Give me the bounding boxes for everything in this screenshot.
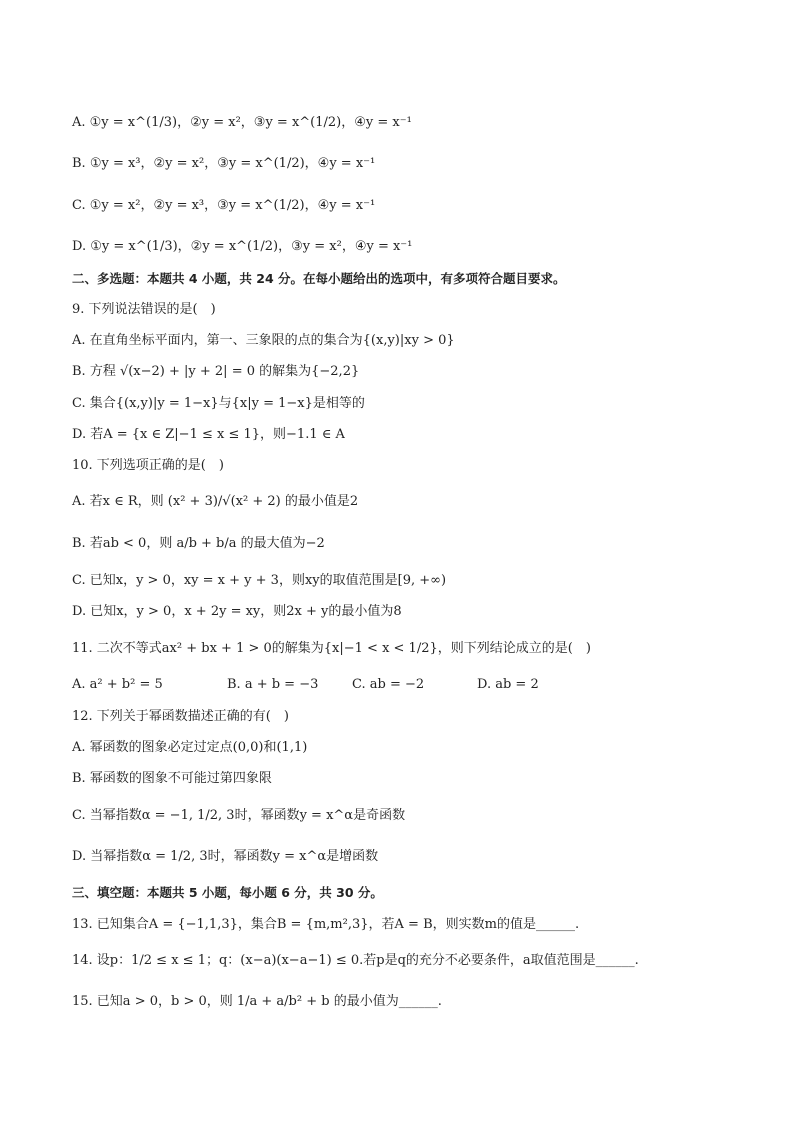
- q11-stem: 11. 二次不等式ax² + bx + 1 > 0的解集为{x|−1 < x < 1/2}，则下列结论成立的是( ): [72, 641, 591, 656]
- q10-option-a: A. 若x ∈ R，则 (x² + 3)/√(x² + 2) 的最小值是2: [72, 494, 359, 509]
- section-2-heading: 二、多选题：本题共 4 小题，共 24 分。在每小题给出的选项中，有多项符合题目要求。: [72, 271, 566, 286]
- q11-option-d: D. ab = 2: [477, 677, 539, 692]
- q9-option-d: D. 若A = {x ∈ Z|−1 ≤ x ≤ 1}，则−1.1 ∈ A: [72, 427, 345, 442]
- q12-option-a: A. 幂函数的图象必定过定点(0,0)和(1,1): [72, 740, 308, 755]
- q8-option-d: D. ①y = x^(1/3)，②y = x^(1/2)，③y = x²，④y = x⁻¹: [72, 239, 413, 254]
- q10-option-d: D. 已知x，y > 0，x + 2y = xy，则2x + y的最小值为8: [72, 604, 402, 619]
- q12-option-b: B. 幂函数的图象不可能过第四象限: [72, 771, 272, 786]
- q14-stem: 14. 设p：1/2 ≤ x ≤ 1；q：(x−a)(x−a−1) ≤ 0.若p是q的充分不必要条件，a取值范围是______.: [72, 953, 639, 968]
- q10-stem: 10. 下列选项正确的是( ): [72, 458, 224, 473]
- q12-option-d: D. 当幂指数α = 1/2, 3时，幂函数y = x^α是增函数: [72, 849, 379, 864]
- q8-option-a: A. ①y = x^(1/3)，②y = x²，③y = x^(1/2)，④y = x⁻¹: [72, 115, 412, 130]
- q11-option-b: B. a + b = −3: [227, 677, 319, 692]
- section-3-heading: 三、填空题：本题共 5 小题，每小题 6 分，共 30 分。: [72, 885, 383, 900]
- q9-option-b: B. 方程 √(x−2) + |y + 2| = 0 的解集为{−2,2}: [72, 364, 360, 379]
- q9-option-c: C. 集合{(x,y)|y = 1−x}与{x|y = 1−x}是相等的: [72, 396, 365, 411]
- q10-option-b: B. 若ab < 0，则 a/b + b/a 的最大值为−2: [72, 536, 325, 551]
- q10-option-c: C. 已知x，y > 0，xy = x + y + 3，则xy的取值范围是[9, +∞): [72, 573, 447, 588]
- q9-option-a: A. 在直角坐标平面内，第一、三象限的点的集合为{(x,y)|xy > 0}: [72, 333, 455, 348]
- q8-option-c: C. ①y = x²，②y = x³，③y = x^(1/2)，④y = x⁻¹: [72, 198, 376, 213]
- q12-stem: 12. 下列关于幂函数描述正确的有( ): [72, 709, 289, 724]
- q11-option-a: A. a² + b² = 5: [72, 677, 163, 692]
- q8-option-b: B. ①y = x³，②y = x²，③y = x^(1/2)，④y = x⁻¹: [72, 156, 376, 171]
- q13-stem: 13. 已知集合A = {−1,1,3}，集合B = {m,m²,3}，若A = B，则实数m的值是______.: [72, 917, 580, 932]
- q11-option-c: C. ab = −2: [352, 677, 425, 692]
- q12-option-c: C. 当幂指数α = −1, 1/2, 3时，幂函数y = x^α是奇函数: [72, 808, 406, 823]
- q15-stem: 15. 已知a > 0，b > 0，则 1/a + a/b² + b 的最小值为______.: [72, 994, 442, 1009]
- q9-stem: 9. 下列说法错误的是( ): [72, 302, 216, 317]
